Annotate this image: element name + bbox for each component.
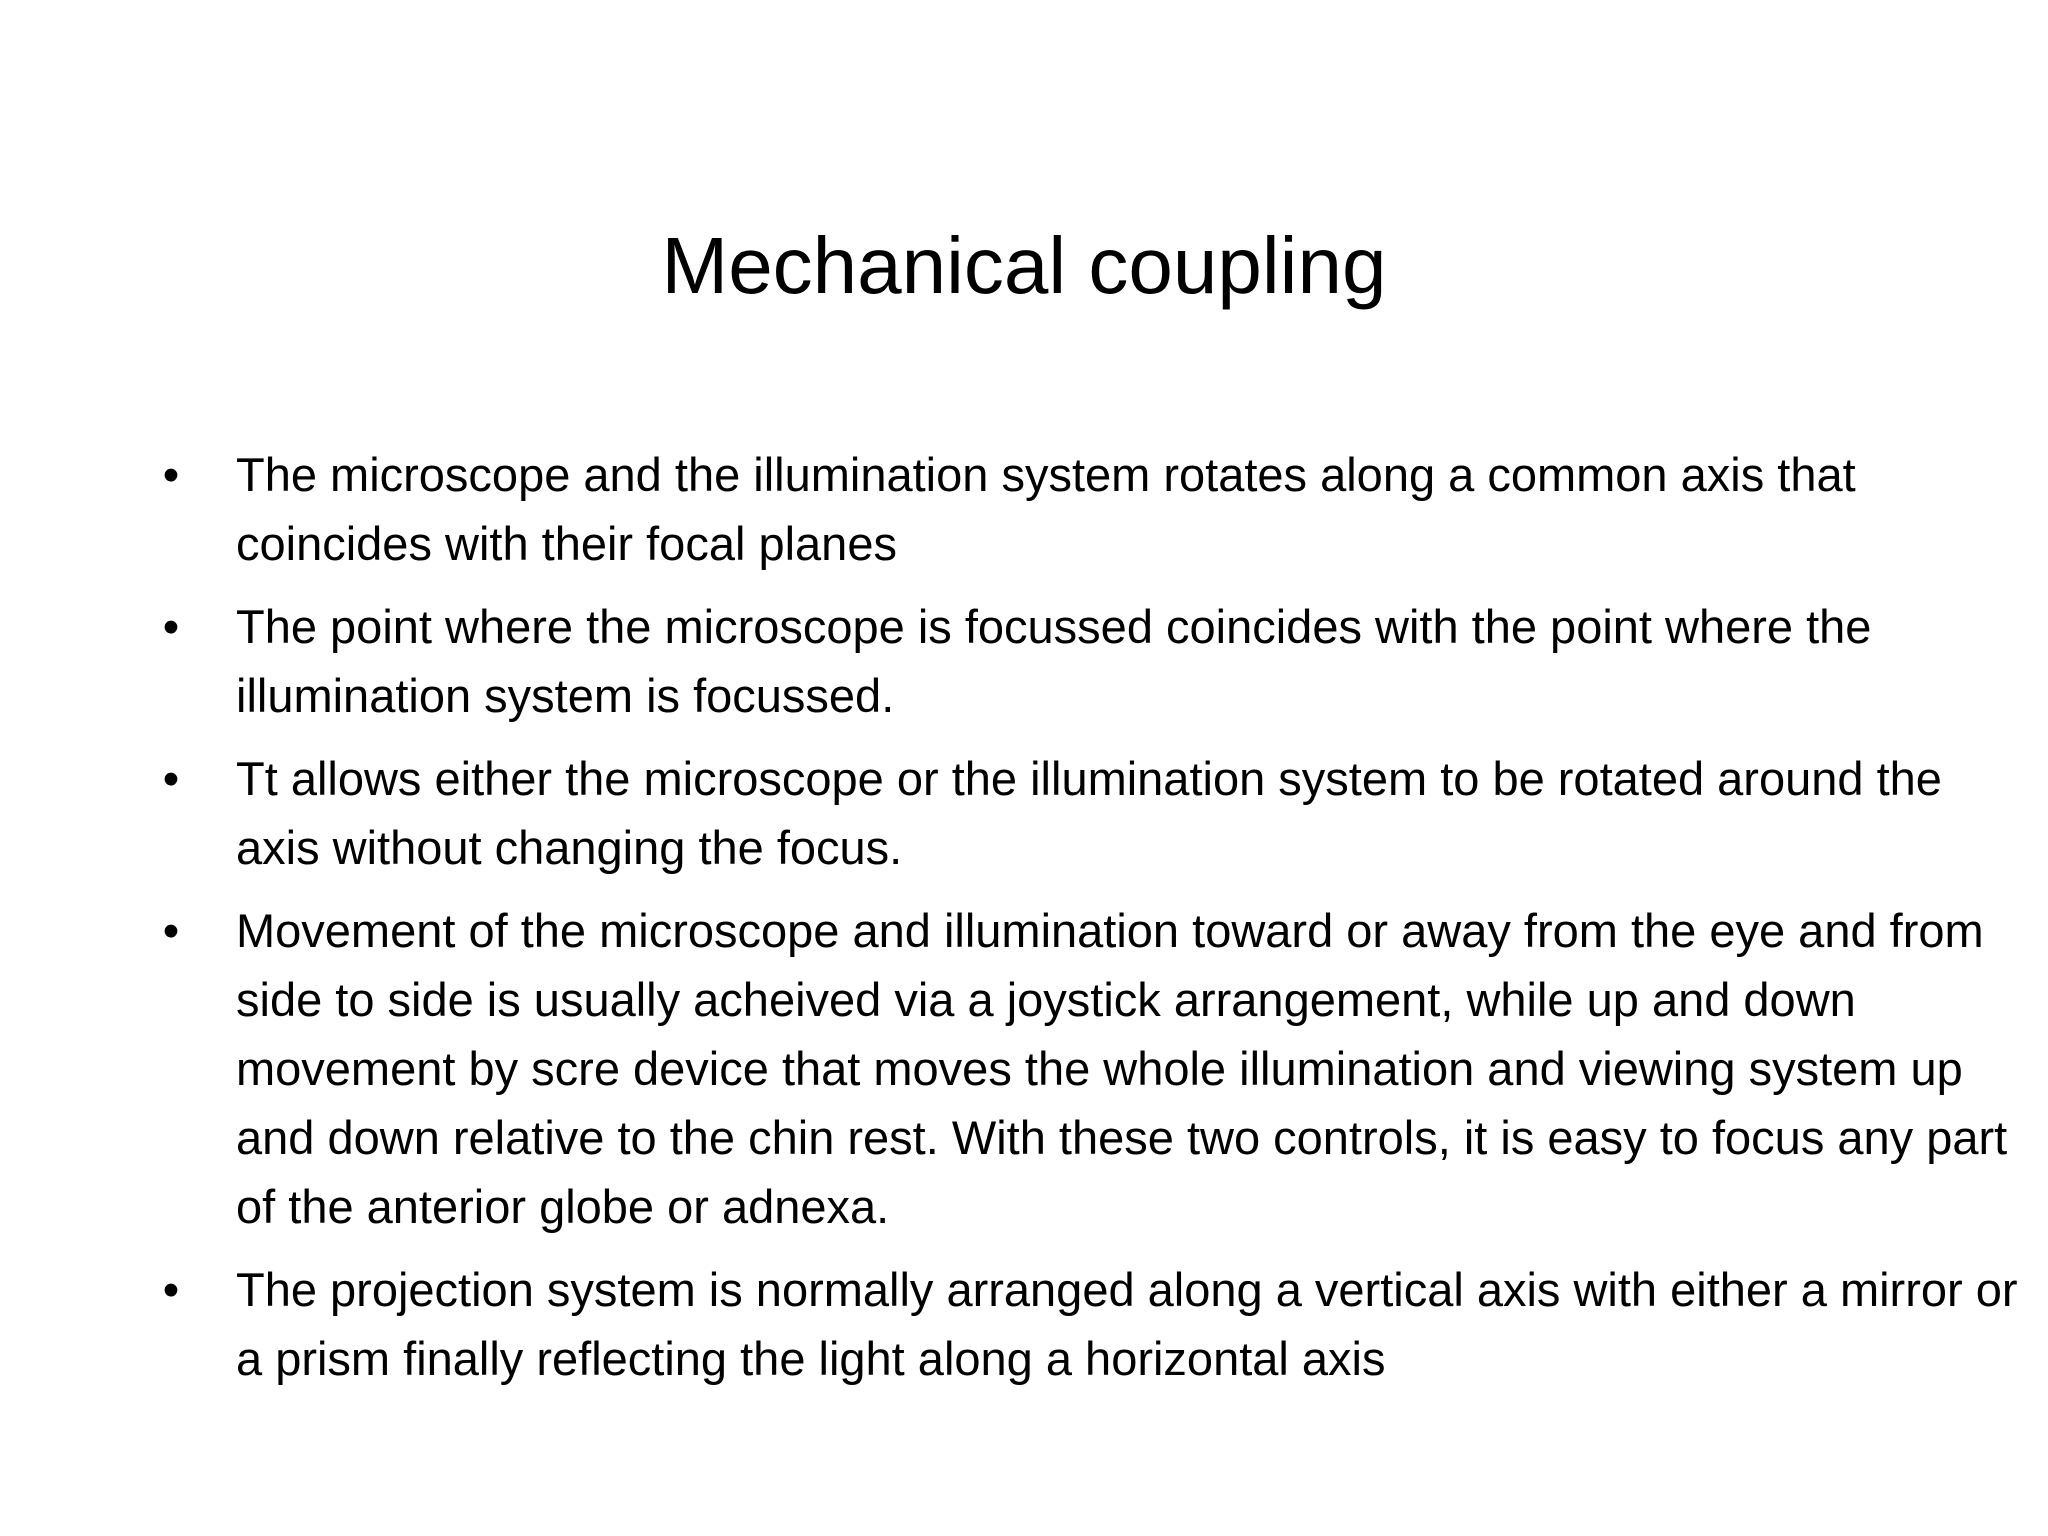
bullet-text: The microscope and the illumination system rotates along a common axis that coincides with their focal planes [236, 448, 1856, 570]
bullet-item-5 [162, 1255, 2026, 1393]
bullet-icon: • [162, 752, 180, 805]
bullet-item-3 [162, 744, 2026, 882]
bullet-item-2 [162, 592, 2026, 730]
bullet-list [162, 440, 2026, 1407]
slide-title: Mechanical coupling [661, 221, 1387, 310]
bullet-text: The point where the microscope is focussed coincides with the point where the illumination system is focussed. [236, 600, 1872, 722]
bullet-item-1 [162, 440, 2026, 578]
bullet-icon: • [162, 448, 180, 501]
bullet-text: Movement of the microscope and illumination toward or away from the eye and from side to side is usually acheived via a joystick arrangement, while up and down movement by scre device that moves the whole illumination and viewing system up and down relative to the chin rest. With these two controls, it is easy to focus any part of the anterior globe or adnexa. [236, 904, 2008, 1233]
bullet-icon: • [162, 904, 180, 957]
bullet-icon: • [162, 1263, 180, 1316]
bullet-icon: • [162, 600, 180, 653]
bullet-text: The projection system is normally arranged along a vertical axis with either a mirror or a prism finally reflecting the light along a horizontal axis [236, 1263, 2018, 1385]
bullet-text: Tt allows either the microscope or the illumination system to be rotated around the axis without changing the focus. [236, 752, 1942, 874]
bullet-item-4 [162, 896, 2026, 1241]
